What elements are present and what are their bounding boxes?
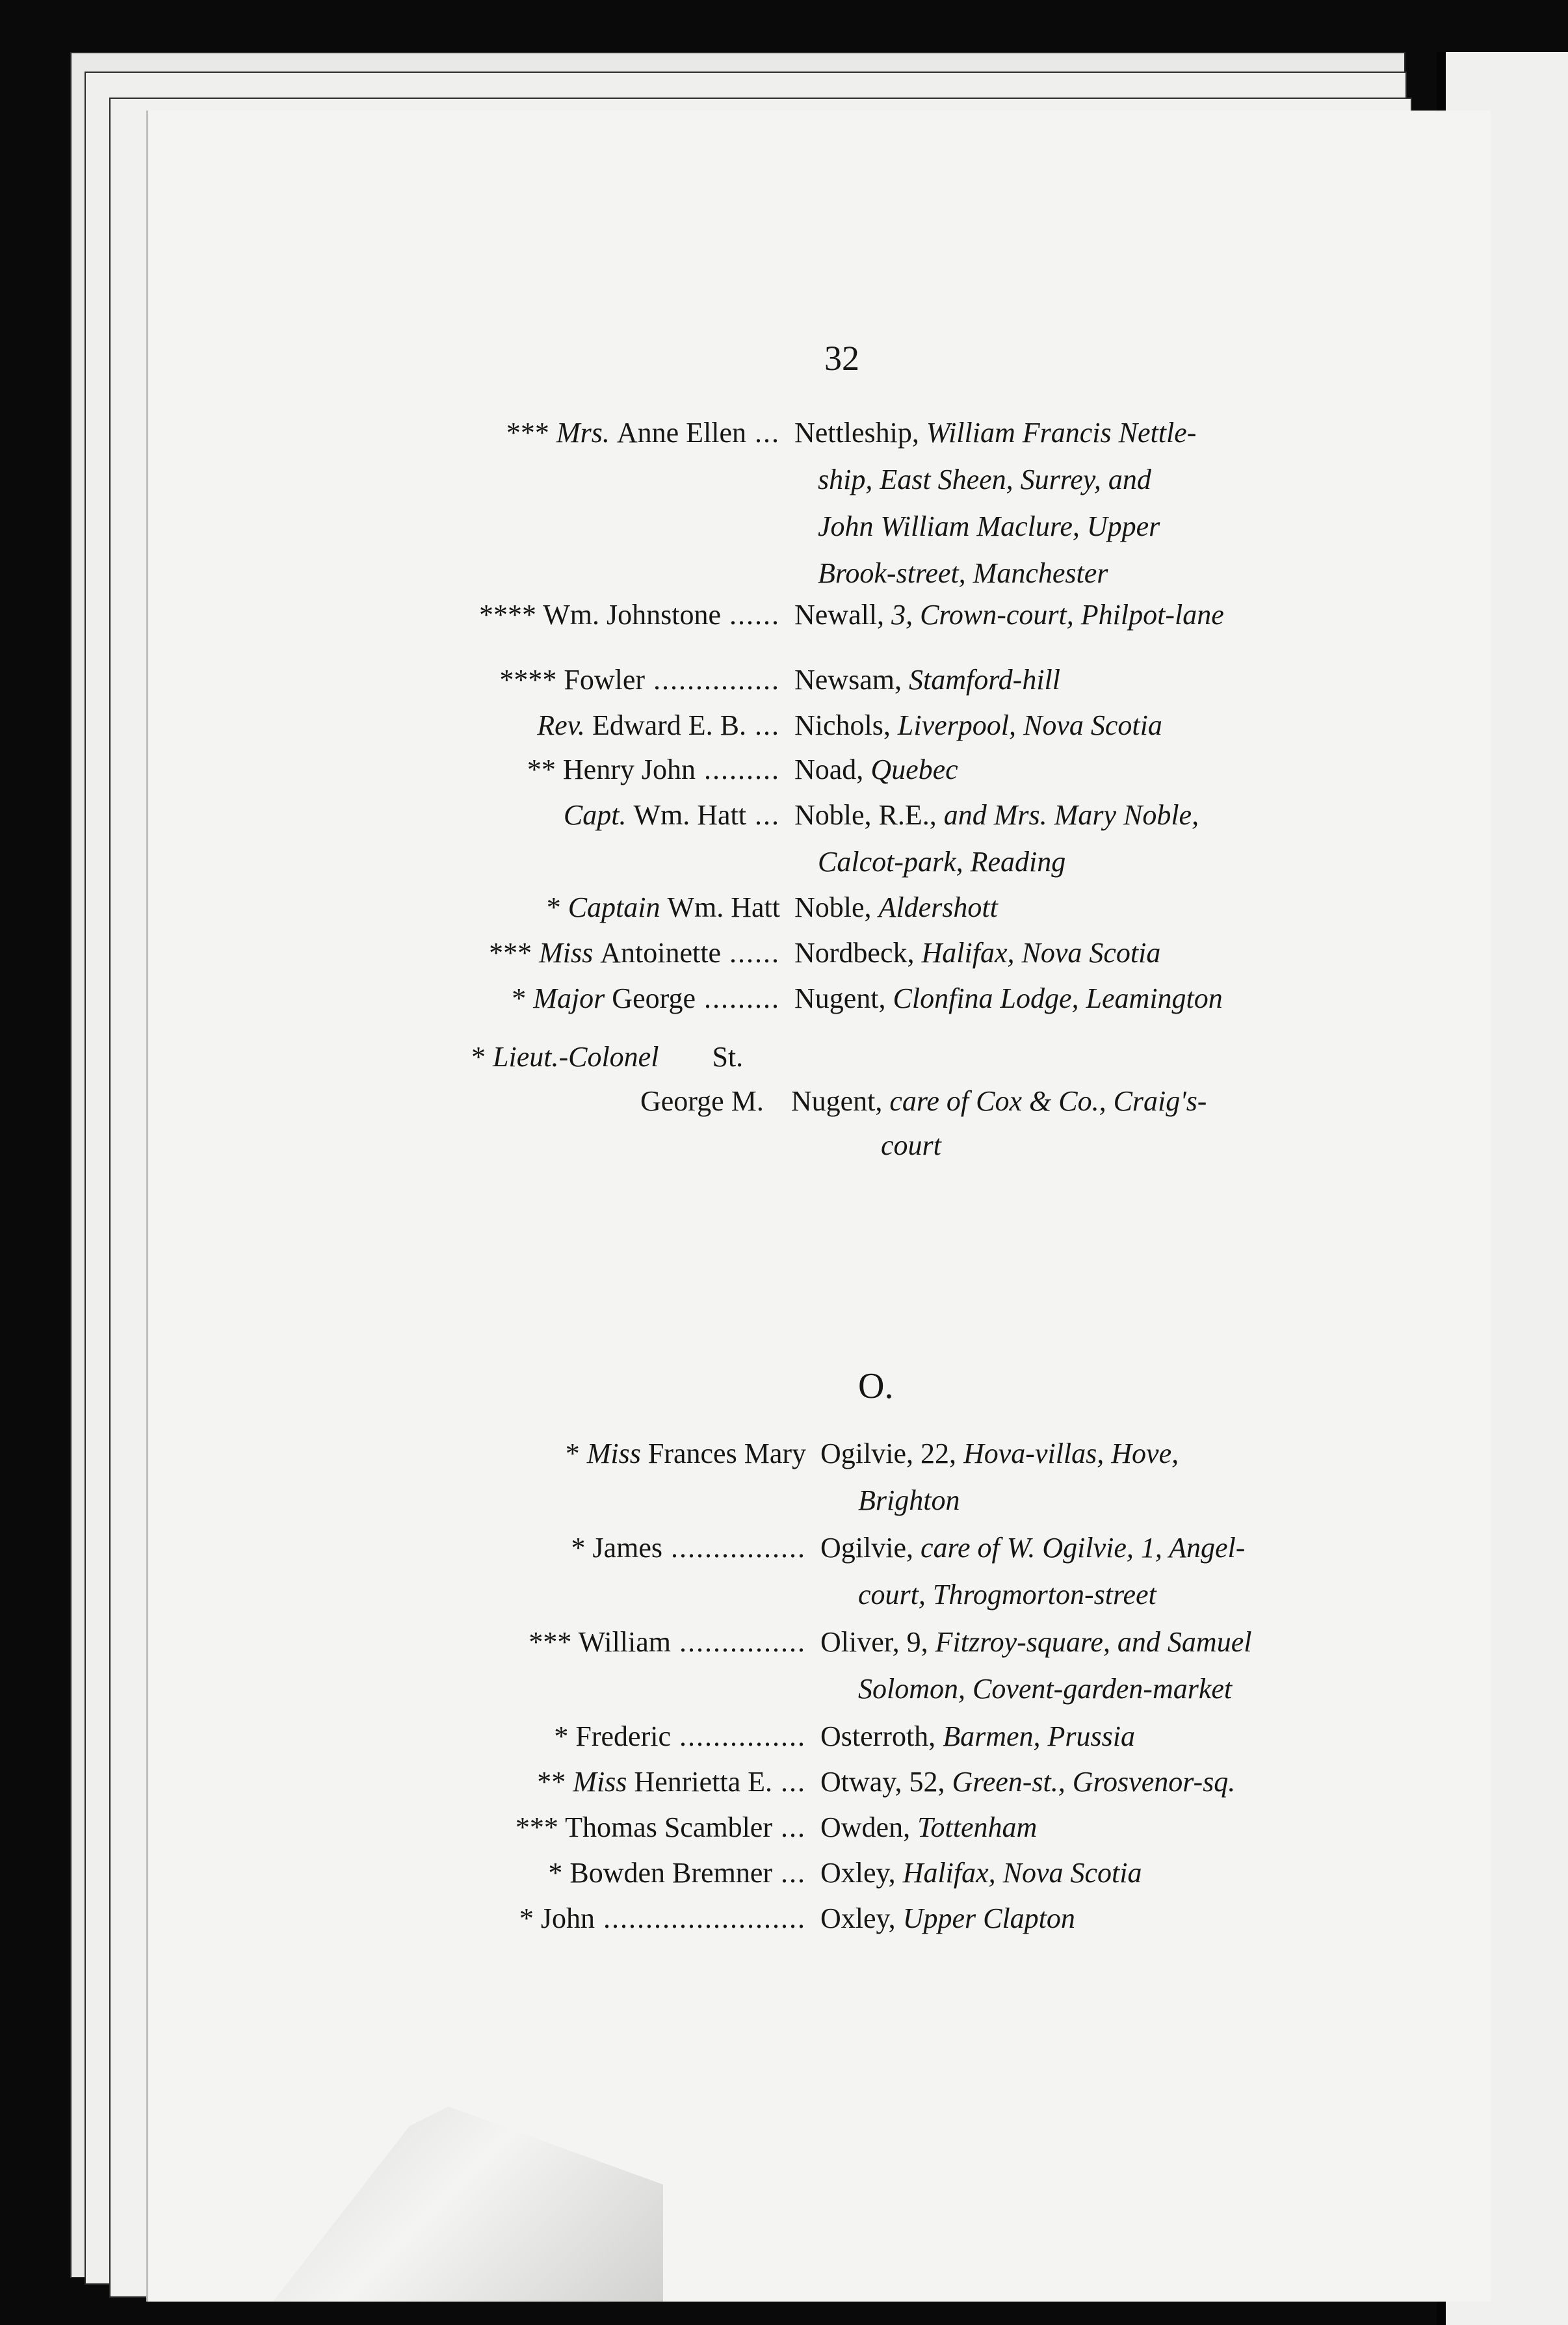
entry-surname: Noad, (794, 754, 871, 785)
n-entry (390, 884, 998, 931)
o-entry (416, 1430, 1179, 1477)
n-entry (390, 792, 1199, 839)
entry-title: Miss (539, 937, 601, 969)
entry-title: Rev. (537, 709, 592, 741)
entry-address-text: Barmen, Prussia (943, 1720, 1135, 1752)
entry-leader: ... (746, 417, 780, 449)
entry-address (794, 746, 958, 793)
o-entry (416, 1804, 1037, 1851)
entry-address-text: Halifax, Nova Scotia (902, 1857, 1142, 1889)
entry-address (794, 792, 1199, 839)
entry-address (794, 884, 998, 931)
entry-stars: *** (506, 417, 556, 449)
entry-leader: ... (746, 799, 780, 831)
entry-surname: Oxley, (820, 1857, 903, 1889)
entry-given-name: Wm. Hatt (633, 799, 746, 831)
entry-given-name: John (540, 1902, 595, 1934)
entry-name (390, 975, 780, 1022)
entry-stars: ** (537, 1766, 573, 1798)
o-entry (416, 1759, 1235, 1806)
entry-stars: **** (479, 599, 543, 631)
entry-address (794, 930, 1160, 977)
entry-title: Major (533, 982, 612, 1014)
entry-stars: * (571, 1532, 593, 1564)
n-entry-continuation (818, 456, 1151, 503)
o-entry (416, 1850, 1142, 1897)
continuation-text: Brook-street, Manchester (818, 557, 1108, 589)
entry-leader: ............... (671, 1720, 806, 1752)
entry-name (390, 702, 780, 749)
entry-stars: ** (527, 754, 563, 785)
continuation-text: Brighton (858, 1484, 960, 1516)
entry-name (390, 410, 780, 456)
o-entry (416, 1713, 1135, 1760)
entry-name (390, 792, 780, 839)
entry-address-text: Hova-villas, Hove, (963, 1438, 1179, 1469)
entry-surname: Nettleship, (794, 417, 926, 449)
entry-leader: ...... (721, 599, 780, 631)
entry-title: Miss (586, 1438, 648, 1469)
entry-address-text: Quebec (870, 754, 958, 785)
entry-address-plain: 52, (909, 1766, 952, 1798)
entry-address-text: Fitzroy-square, and Samuel (935, 1626, 1252, 1658)
n-entry-continuation (818, 550, 1108, 597)
entry-name (390, 746, 780, 793)
entry-name (390, 930, 780, 977)
entry-title: Capt. (563, 799, 634, 831)
entry-address (794, 592, 1224, 638)
entry-address-plain: 22, (920, 1438, 963, 1469)
entry-address (820, 1850, 1142, 1897)
entry-surname: Osterroth, (820, 1720, 943, 1752)
entry-address (820, 1804, 1037, 1851)
n-entry (390, 746, 958, 793)
entry-address-text: Tottenham (917, 1811, 1038, 1843)
entry-surname: Oliver, (820, 1626, 907, 1658)
entry-leader: ............... (671, 1626, 806, 1658)
entry-address-text: Halifax, Nova Scotia (921, 937, 1161, 969)
entry-title: Miss (573, 1766, 634, 1798)
entry-leader: ............... (645, 664, 780, 696)
entry-stars: * (512, 982, 534, 1014)
entry-stars: *** (515, 1811, 566, 1843)
n-entry (390, 410, 1196, 456)
entry-name (416, 1525, 806, 1571)
entry-surname: Nordbeck, (794, 937, 922, 969)
entry-given-name: Antoinette (600, 937, 721, 969)
entry-given-name: George (612, 982, 696, 1014)
o-entry-continuation (858, 1571, 1156, 1618)
o-entry (416, 1525, 1245, 1571)
entry-address-plain: 9, (906, 1626, 935, 1658)
entry-given-name: Henrietta E. (634, 1766, 772, 1798)
entry-stars: * (548, 1857, 570, 1889)
entry-address (820, 1525, 1245, 1571)
entry-surname: Ogilvie, (820, 1532, 921, 1564)
entry-title: Mrs. (556, 417, 617, 449)
entry-leader: ........................ (595, 1902, 806, 1934)
entry-given-name: Anne Ellen (616, 417, 746, 449)
entry-name (416, 1430, 806, 1477)
n-entry-continuation (818, 503, 1160, 550)
entry-leader: ... (772, 1857, 806, 1889)
entry-name (416, 1850, 806, 1897)
entry-address-text: care of W. Ogilvie, 1, Angel- (920, 1532, 1246, 1564)
entry-address-text: Stamford-hill (908, 664, 1061, 696)
entry-given-name: James (592, 1532, 662, 1564)
entry-leader: ... (746, 709, 780, 741)
nugent-st-line2: George M. Nugent, care of Cox & Co., Craig's- (640, 1085, 1207, 1117)
entry-title: Captain (568, 891, 668, 923)
entry-address-text: Green-st., Grosvenor-sq. (952, 1766, 1236, 1798)
nugent-st-line1: * Lieut.-Colonel St. (471, 1041, 744, 1073)
entry-given-name: Bowden Bremner (569, 1857, 772, 1889)
page-number: 32 (824, 339, 859, 378)
entry-address-text: William Francis Nettle- (926, 417, 1197, 449)
entry-address (794, 410, 1196, 456)
entry-surname: Noble, R.E., (794, 799, 944, 831)
entry-surname: Owden, (820, 1811, 918, 1843)
entry-given-name: Wm. Johnstone (543, 599, 721, 631)
entry-stars: *** (529, 1626, 579, 1658)
nugent-st-cont: court (881, 1129, 941, 1161)
entry-surname: Nichols, (794, 709, 898, 741)
continuation-text: ship, East Sheen, Surrey, and (818, 464, 1151, 495)
entry-leader: ......... (696, 982, 780, 1014)
o-entry-continuation (858, 1666, 1232, 1713)
entry-stars: *** (489, 937, 540, 969)
entry-address-text: Liverpool, Nova Scotia (897, 709, 1162, 741)
entry-address-text: Aldershott (878, 891, 998, 923)
n-entry-continuation (818, 839, 1065, 886)
entry-address-text: Upper Clapton (902, 1902, 1075, 1934)
entry-address (820, 1713, 1135, 1760)
entry-address-text: Clonfina Lodge, Leamington (893, 982, 1223, 1014)
n-entry (390, 657, 1060, 703)
entry-address (794, 975, 1223, 1022)
entry-surname: Oxley, (820, 1902, 903, 1934)
entry-address (820, 1619, 1251, 1666)
continuation-text: Calcot-park, Reading (818, 846, 1066, 878)
n-entry (390, 930, 1160, 977)
entry-name (416, 1759, 806, 1806)
entry-given-name: Wm. Hatt (667, 891, 780, 923)
entry-name (416, 1895, 806, 1942)
entry-surname: Ogilvie, (820, 1438, 921, 1469)
entry-surname: Nugent, (794, 982, 893, 1014)
entry-leader: ......... (696, 754, 780, 785)
entry-leader: ... (772, 1811, 806, 1843)
entry-address (820, 1759, 1235, 1806)
entry-leader: ...... (721, 937, 780, 969)
entry-name (416, 1804, 806, 1851)
entry-surname: Noble, (794, 891, 879, 923)
entry-given-name: Frederic (575, 1720, 671, 1752)
entry-stars: * (519, 1902, 541, 1934)
entry-name (390, 592, 780, 638)
entry-given-name: Henry John (562, 754, 696, 785)
section-heading-o: O. (858, 1366, 894, 1406)
entry-leader: ... (772, 1766, 806, 1798)
o-entry-continuation (858, 1477, 960, 1524)
entry-stars: **** (499, 664, 564, 696)
entry-given-name: Fowler (564, 664, 645, 696)
n-entry (390, 702, 1162, 749)
o-entry (416, 1895, 1075, 1942)
entry-surname: Newsam, (794, 664, 909, 696)
entry-given-name: Thomas Scambler (565, 1811, 772, 1843)
continuation-text: court, Throgmorton-street (858, 1579, 1156, 1610)
entry-name (390, 657, 780, 703)
continuation-text: Solomon, Covent-garden-market (858, 1673, 1233, 1705)
continuation-text: John William Maclure, Upper (818, 510, 1160, 542)
entry-given-name: Edward E. B. (592, 709, 746, 741)
entry-stars: * (565, 1438, 587, 1469)
entry-address (820, 1895, 1075, 1942)
entry-leader: ................ (662, 1532, 806, 1564)
entry-stars: * (546, 891, 568, 923)
entry-stars: * (554, 1720, 576, 1752)
entry-address (794, 657, 1060, 703)
entry-address (820, 1430, 1179, 1477)
entry-given-name: William (578, 1626, 671, 1658)
entry-address-text: and Mrs. Mary Noble, (943, 799, 1199, 831)
entry-name (416, 1713, 806, 1760)
entry-surname: Otway, (820, 1766, 909, 1798)
entry-name (416, 1619, 806, 1666)
n-entry (390, 975, 1223, 1022)
entry-name (390, 884, 780, 931)
entry-address (794, 702, 1162, 749)
n-entry (390, 592, 1224, 638)
o-entry (416, 1619, 1251, 1666)
entry-address-text: 3, Crown-court, Philpot-lane (891, 599, 1224, 631)
entry-surname: Newall, (794, 599, 892, 631)
entry-given-name: Frances Mary (647, 1438, 806, 1469)
